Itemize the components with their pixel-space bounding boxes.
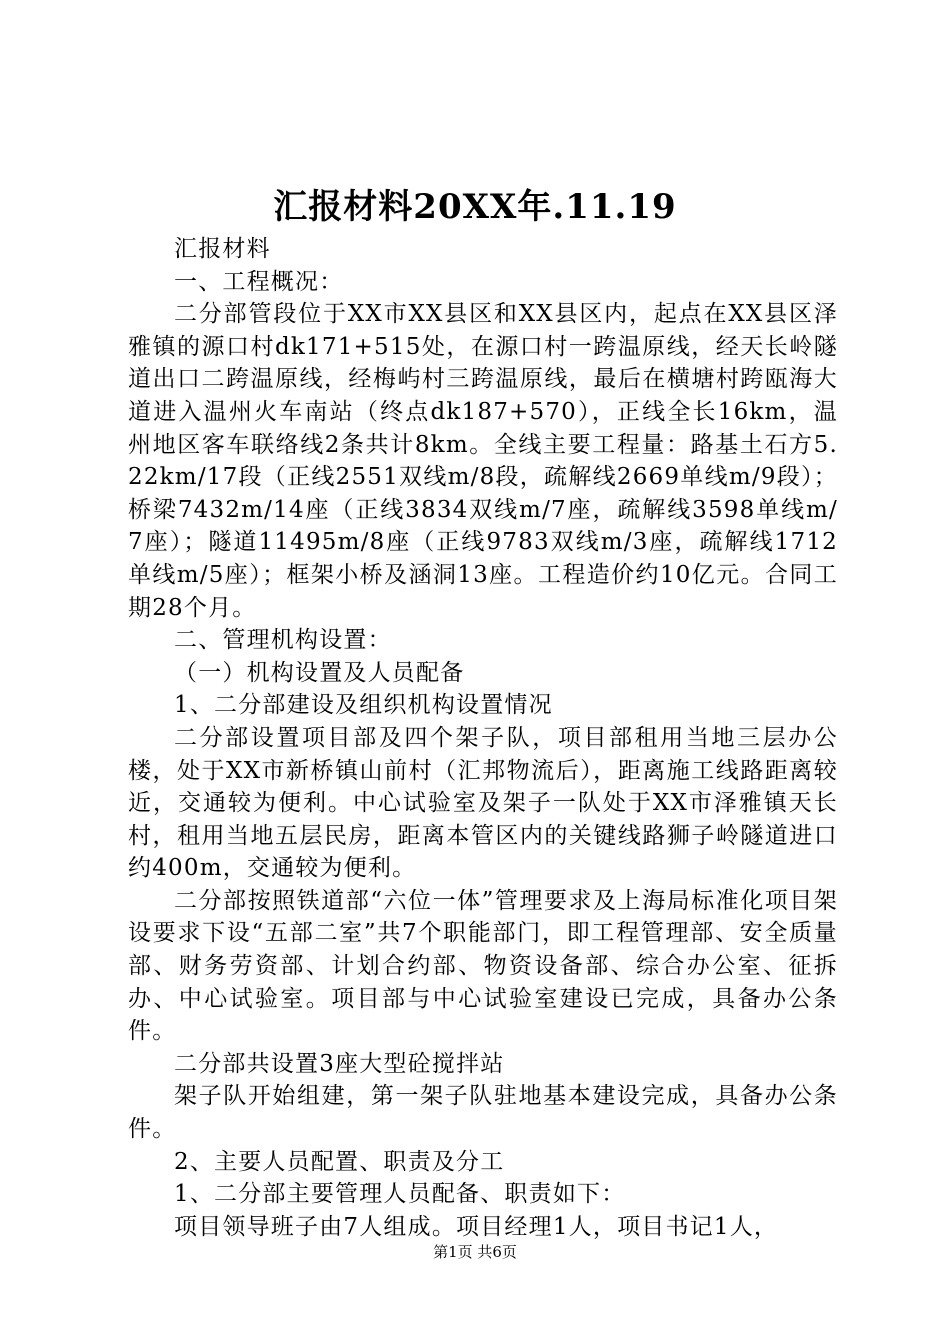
paragraph-heading: 汇报材料 xyxy=(174,236,271,262)
paragraph-leadership: 项目领导班子由7人组成。项目经理1人，项目书记1人， xyxy=(174,1213,779,1240)
paragraph-teams: 架子队开始组建，第一架子队驻地基本建设完成，具备办公条件。 xyxy=(128,1083,838,1143)
paragraph-mixing-stations: 二分部共设置3座大型砼搅拌站 xyxy=(174,1050,505,1077)
section-heading-management: 二、管理机构设置： xyxy=(174,627,392,654)
paragraph-overview: 二分部管段位于XX市XX县区和XX县区内，起点在XX县区泽雅镇的源口村dk171+515处，在源口村一跨温原线，经天长岭隧道出口二跨温原线，经梅屿村三跨温原线，最后在横塘村跨瓯海大道进入温州火车南站（终点dk187+570），正线全长16km，温州地区客车联络线2条共计8km。全线主要工程量：路基土石方5.22km/17段（正线2551双线m/8段，疏解线2669单线m/9段）；桥梁7432m/14座（正线3834双线m/7座，疏解线3598单线m/7座）；隧道11495m/8座（正线9783双线m/3座，疏解线1712单线m/5座）；框架小桥及涵洞13座。工程造价约10亿元。合同工期28个月。 xyxy=(128,301,839,621)
paragraph-project-office: 二分部设置项目部及四个架子队，项目部租用当地三层办公楼，处于XX市新桥镇山前村（汇邦物流后），距离施工线路距离较近，交通较为便利。中心试验室及架子一队处于XX市泽雅镇天长村，租用当地五层民房，距离本管区内的关键线路狮子岭隧道进口约400m，交通较为便利。 xyxy=(128,724,838,882)
document-body xyxy=(128,233,838,1243)
item-heading-setup: 1、二分部建设及组织机构设置情况 xyxy=(174,692,553,719)
document-title: 汇报材料20XX年.11.19 xyxy=(273,187,677,227)
item-heading-management-staff: 1、二分部主要管理人员配备、职责如下： xyxy=(174,1181,626,1208)
item-heading-personnel: 2、主要人员配置、职责及分工 xyxy=(174,1148,505,1175)
paragraph-departments: 二分部按照铁道部“六位一体”管理要求及上海局标准化项目架设要求下设“五部二室”共7个职能部门，即工程管理部、安全质量部、财务劳资部、计划合约部、物资设备部、综合办公室、征拆办、中心试验室。项目部与中心试验室建设已完成，具备办公条件。 xyxy=(128,887,838,1045)
page-footer: 第1页 共6页 xyxy=(433,1243,517,1261)
subsection-heading-organization: （一）机构设置及人员配备 xyxy=(174,659,465,686)
section-heading-overview: 一、工程概况： xyxy=(174,268,344,295)
